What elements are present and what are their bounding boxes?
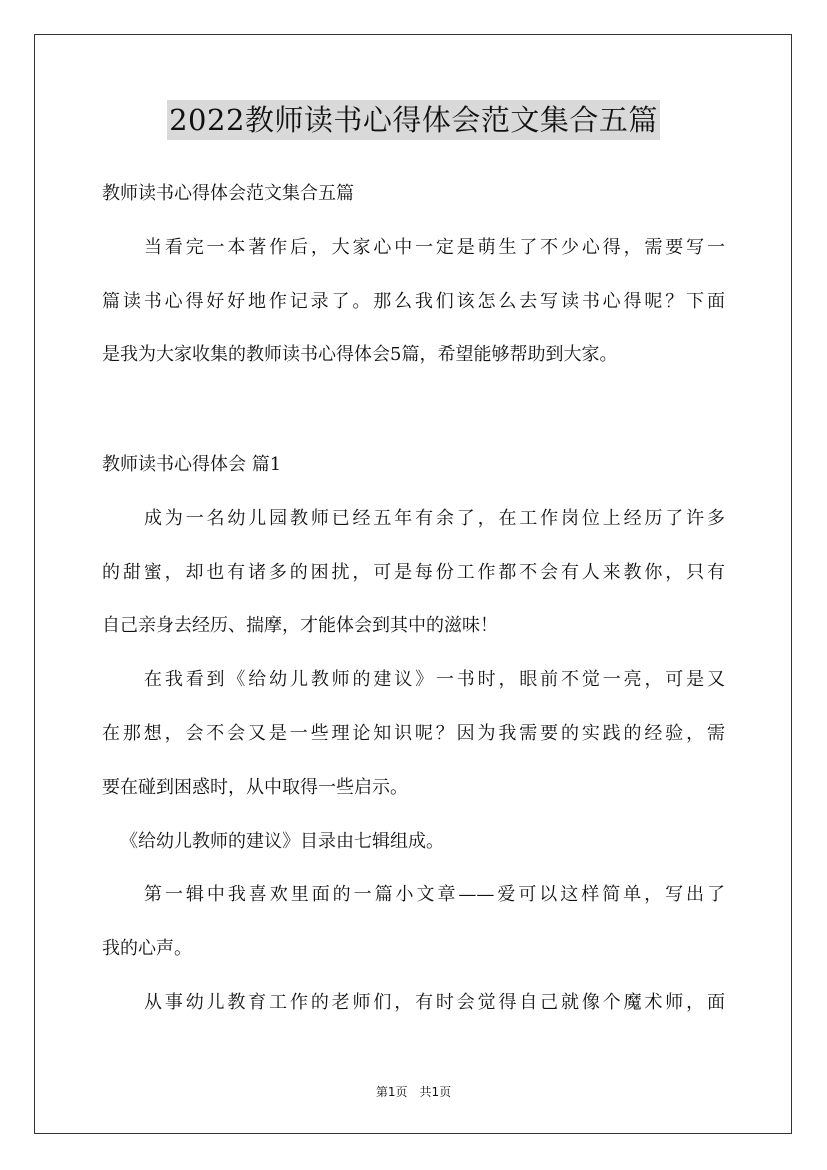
body-line-7: 《给幼儿教师的建议》目录由七辑组成。 xyxy=(120,831,444,852)
body-line-10: 从事幼儿教育工作的老师们，有时会觉得自己就像个魔术师，面 xyxy=(144,992,725,1013)
subtitle-line: 教师读书心得体会范文集合五篇 xyxy=(102,183,354,204)
body-line-5: 在那想，会不会又是一些理论知识呢？因为我需要的实践的经验，需 xyxy=(102,723,725,744)
body-line-2: 的甜蜜，却也有诸多的困扰，可是每份工作都不会有人来教你，只有 xyxy=(102,562,725,583)
intro-line-1: 当看完一本著作后，大家心中一定是萌生了不少心得，需要写一 xyxy=(144,237,725,258)
body-line-9: 我的心声。 xyxy=(102,938,192,959)
section-heading: 教师读书心得体会 篇1 xyxy=(102,454,282,475)
document-title: 2022教师读书心得体会范文集合五篇 xyxy=(167,100,660,140)
body-line-6: 要在碰到困惑时，从中取得一些启示。 xyxy=(102,777,408,798)
body-line-1: 成为一名幼儿园教师已经五年有余了，在工作岗位上经历了许多 xyxy=(144,508,725,529)
intro-line-2: 篇读书心得好好地作记录了。那么我们该怎么去写读书心得呢？下面 xyxy=(102,291,725,312)
body-line-8: 第一辑中我喜欢里面的一篇小文章——爱可以这样简单，写出了 xyxy=(144,884,725,905)
body-line-3: 自己亲身去经历、揣摩，才能体会到其中的滋味！ xyxy=(102,615,498,636)
page-footer: 第1页 共1页 xyxy=(375,1085,452,1099)
body-line-4: 在我看到《给幼儿教师的建议》一书时，眼前不觉一亮，可是又 xyxy=(144,669,725,690)
title-container xyxy=(0,100,827,140)
intro-line-3: 是我为大家收集的教师读书心得体会5篇，希望能够帮助到大家。 xyxy=(102,344,618,365)
